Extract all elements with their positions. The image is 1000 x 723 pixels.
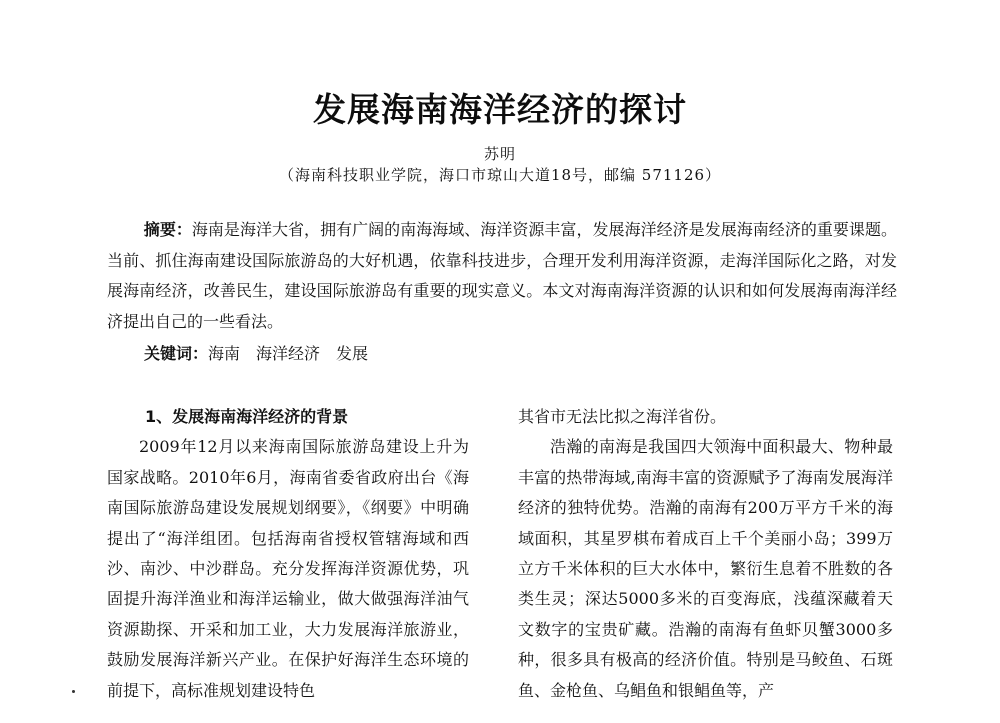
abstract-text: 海南是海洋大省，拥有广阔的南海海域、海洋资源丰富，发展海洋经济是发展海南经济的重要课题。当前、抓住海南建设国际旅游岛的大好机遇，依靠科技进步，合理开发利用海洋资源，走海洋国际化之路，对发展海南经济，改善民生，建设国际旅游岛有重要的现实意义。本文对海南海洋资源的认识和如何发展海南海洋经济提出自己的一些看法。 <box>107 220 897 331</box>
section-heading: 1、发展海南海洋经济的背景 <box>145 407 349 426</box>
abstract-label: 摘要： <box>143 220 192 239</box>
scan-speck <box>72 690 75 693</box>
body-paragraph: 浩瀚的南海是我国四大领海中面积最大、物种最丰富的热带海域,南海丰富的资源赋予了海南发展海洋经济的独特优势。浩瀚的南海有200万平方千米的海域面积，其星罗棋布着成百上千个美丽小岛；399万立方千米体积的巨大水体中，繁衍生息着不胜数的各类生灵；深达5000多米的百变海底，浅蕴深藏着天文数字的宝贵矿藏。浩瀚的南海有鱼虾贝蟹3000多种，很多具有极高的经济价值。特别是马鲛鱼、石斑鱼、金枪鱼、乌鲳鱼和银鲳鱼等，产 <box>518 437 893 700</box>
keywords-label: 关键词： <box>144 344 209 363</box>
author-affiliation: （海南科技职业学院，海口市琼山大道18号，邮编 571126） <box>278 166 722 184</box>
body-paragraph: 2009年12月以来海南国际旅游岛建设上升为国家战略。2010年6月，海南省委省政府出台《海南国际旅游岛建设发展规划纲要》，《纲要》中明确提出了“海洋组团。包括海南省授权管辖海域和西沙、南沙、中沙群岛。充分发挥海洋资源优势，巩固提升海洋渔业和海洋运输业，做大做强海洋油气资源勘探、开采和加工业，大力发展海洋旅游业，鼓励发展海洋新兴产业。在保护好海洋生态环境的前提下，高标准规划建设特色 <box>107 437 469 700</box>
keywords <box>107 342 897 366</box>
right-column <box>518 402 893 706</box>
continuation-text: 其省市无法比拟之海洋省份。 <box>518 407 727 426</box>
author-name: 苏明 <box>483 145 516 163</box>
keywords-text: 海南 海洋经济 发展 <box>208 344 369 363</box>
left-column <box>107 402 469 706</box>
paper-title: 发展海南海洋经济的探讨 <box>313 90 687 129</box>
abstract <box>107 215 897 337</box>
